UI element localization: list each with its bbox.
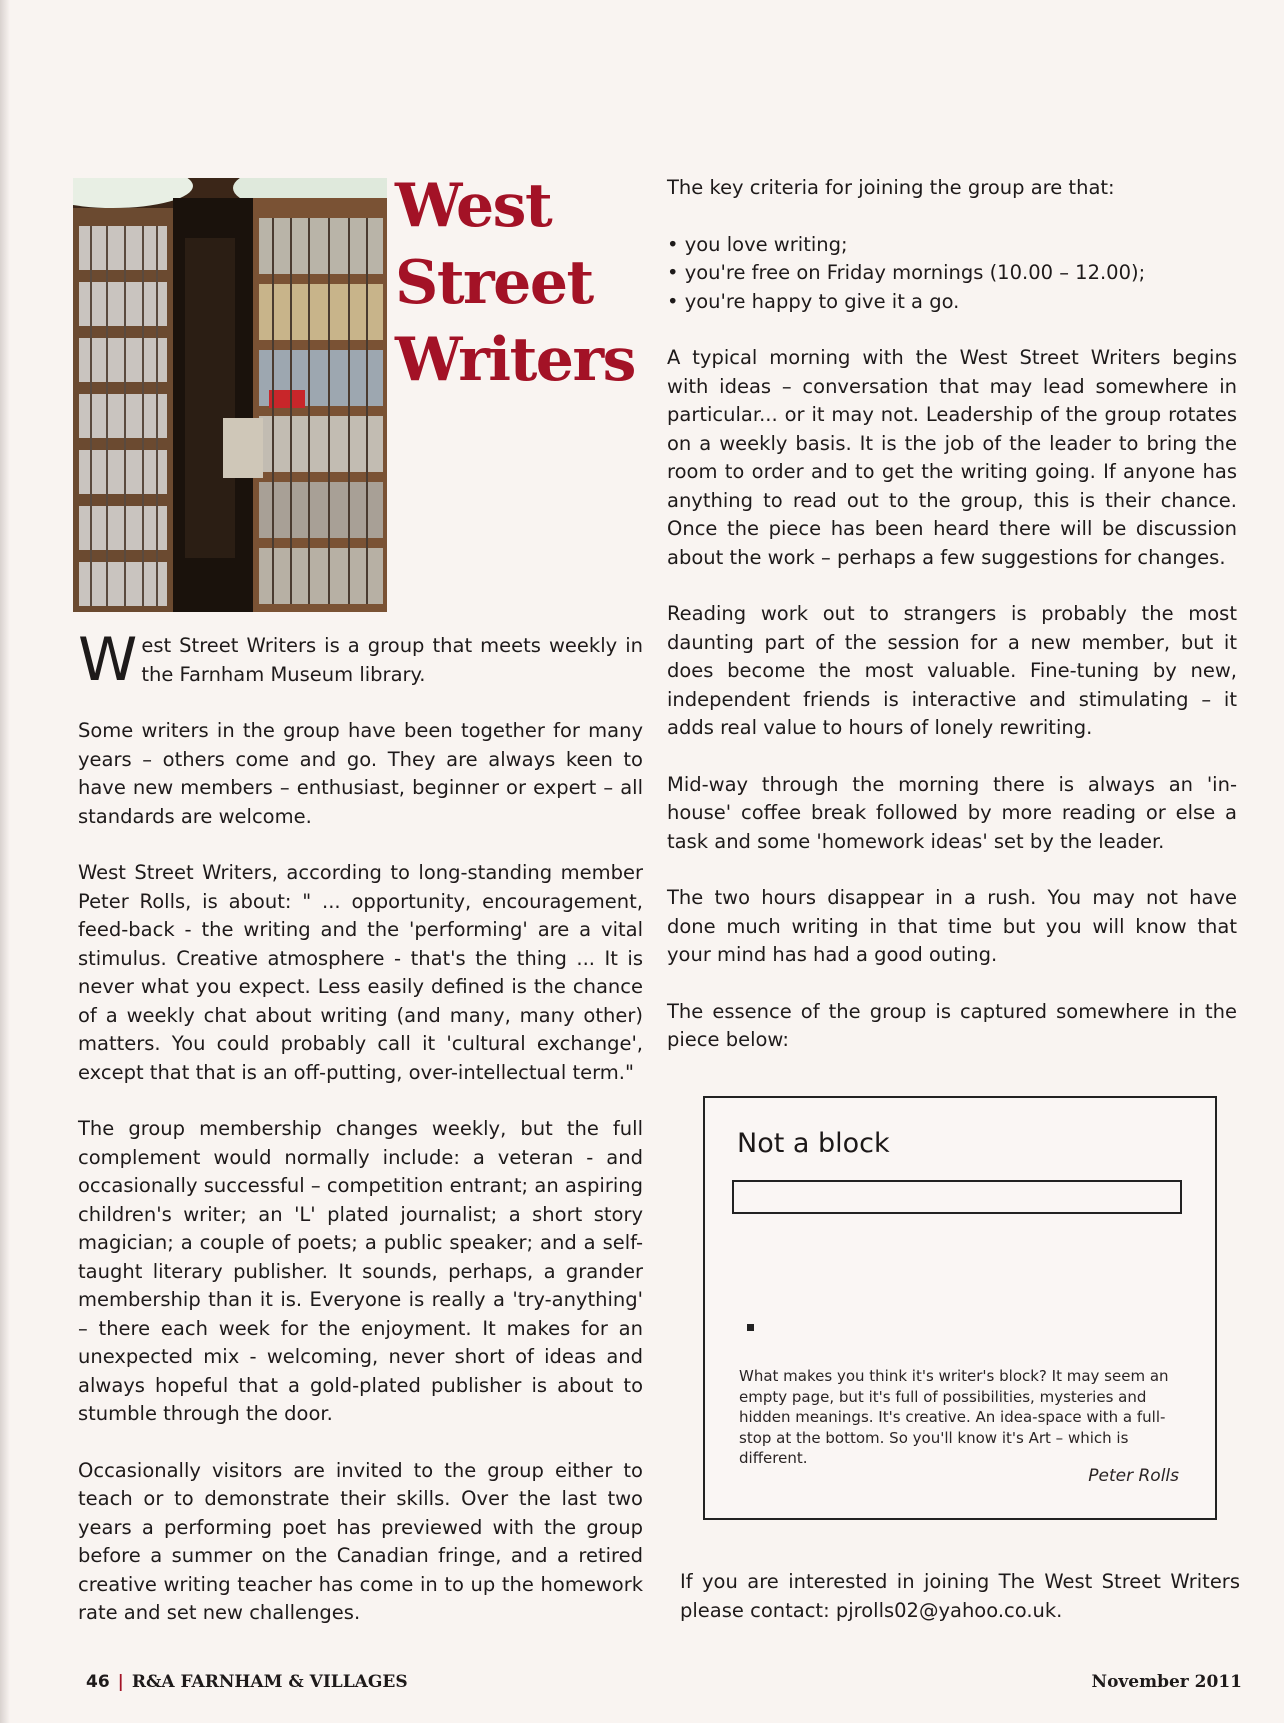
body-paragraph: Occasionally visitors are invited to the group either to teach or to demonstrate their skills. Over the last two years a performing poet has previewed with the group before a summer on the Canadian fringe, and a retired creative writing teacher has come in to up the homework rate and set new challenges. [78, 1458, 643, 1624]
body-paragraph: Mid-way through the morning there is always an 'in-house' coffee break followed by more reading or else a task and some 'homework ideas' set by the leader. [667, 772, 1237, 853]
page-number: 46 [86, 1672, 110, 1692]
left-column [78, 625, 643, 1656]
drop-cap: W [78, 625, 138, 695]
title-line: Writers [395, 325, 635, 395]
contact-paragraph: If you are interested in joining The West Street Writers please contact: pjrolls02@yahoo.co.uk. [680, 1570, 1240, 1622]
criteria-item: • you're happy to give it a go. [667, 289, 960, 313]
poem-empty-bar [732, 1180, 1182, 1214]
intro-paragraph [78, 625, 643, 695]
page-edge-shadow [0, 0, 10, 1723]
title-line: West [395, 171, 552, 241]
intro-text: est Street Writers is a group that meets weekly in the Farnham Museum library. [141, 634, 643, 686]
publication-name: R&A FARNHAM & VILLAGES [131, 1672, 408, 1692]
library-shelves-photo [73, 178, 387, 612]
body-paragraph: Some writers in the group have been together for many years – others come and go. They are always keen to have new members – enthusiast, beginner or expert – all standards are welcome. [78, 719, 643, 828]
criteria-list [667, 231, 1237, 317]
footer-separator: | [117, 1672, 124, 1692]
body-paragraph: A typical morning with the West Street Writers begins with ideas – conversation that may lead somewhere in particular... or it may not. Leadership of the group rotates on a weekly basis. It is the job of the leader to bring the room to order and to get the writing going. If anyone has anything to read out to the group, this is their chance. Once the piece has been heard there will be discussion about the work – perhaps a few suggestions for changes. [667, 346, 1237, 569]
criteria-intro: The key criteria for joining the group are that: [667, 176, 1115, 199]
issue-date: November 2011 [1091, 1672, 1242, 1692]
title-line: Street [395, 248, 593, 318]
poem-author: Peter Rolls [1088, 1466, 1179, 1486]
poem-title: Not a block [737, 1128, 890, 1159]
right-column [667, 174, 1237, 1083]
poem-full-stop [747, 1324, 754, 1331]
body-paragraph: Reading work out to strangers is probably the most daunting part of the session for a new member, but it does become the most valuable. Fine-tuning by new, independent friends is interactive and stimulating – it adds real value to hours of lonely rewriting. [667, 602, 1237, 739]
criteria-item: • you're free on Friday mornings (10.00 – 12.00); [667, 261, 1146, 284]
body-paragraph: The two hours disappear in a rush. You may not have done much writing in that time but you will know that your mind has had a good outing. [667, 886, 1237, 966]
poem-box [703, 1096, 1217, 1520]
criteria-item: • you love writing; [667, 232, 848, 256]
body-paragraph: The essence of the group is captured somewhere in the piece below: [667, 999, 1237, 1051]
body-paragraph: The group membership changes weekly, but the full complement would normally include: a veteran - and occasionally successful – competition entrant; an aspiring children's writer; an 'L' plated journalist; a short story magician; a couple of poets; a public speaker; and a self-taught literary publisher. It sounds, perhaps, a grander membership than it is. Everyone is really a 'try-anything' – there each week for the enjoyment. It makes for an unexpected mix - welcoming, never short of ideas and always hopeful that a gold-plated publisher is about to stumble through the door. [78, 1117, 643, 1425]
poem-text: What makes you think it's writer's block? It may seem an empty page, but it's full of possibilities, mysteries and hidden meanings. It's creative. An idea-space with a full-stop at the bottom. So you'll know it's Art – which is different. [739, 1367, 1169, 1467]
footer-left [86, 1672, 408, 1692]
article-title [395, 168, 665, 399]
body-paragraph: West Street Writers, according to long-standing member Peter Rolls, is about: " ... opportunity, encouragement, feed-back - the writing and the 'performing' are a vital stimulus. Creative atmosphere - that's the thing ... It is never what you expect. Less easily defined is the chance of a weekly chat about writing (and many, many other) matters. You could probably call it 'cultural exchange', except that that is an off-putting, over-intellectual term." [78, 861, 643, 1084]
